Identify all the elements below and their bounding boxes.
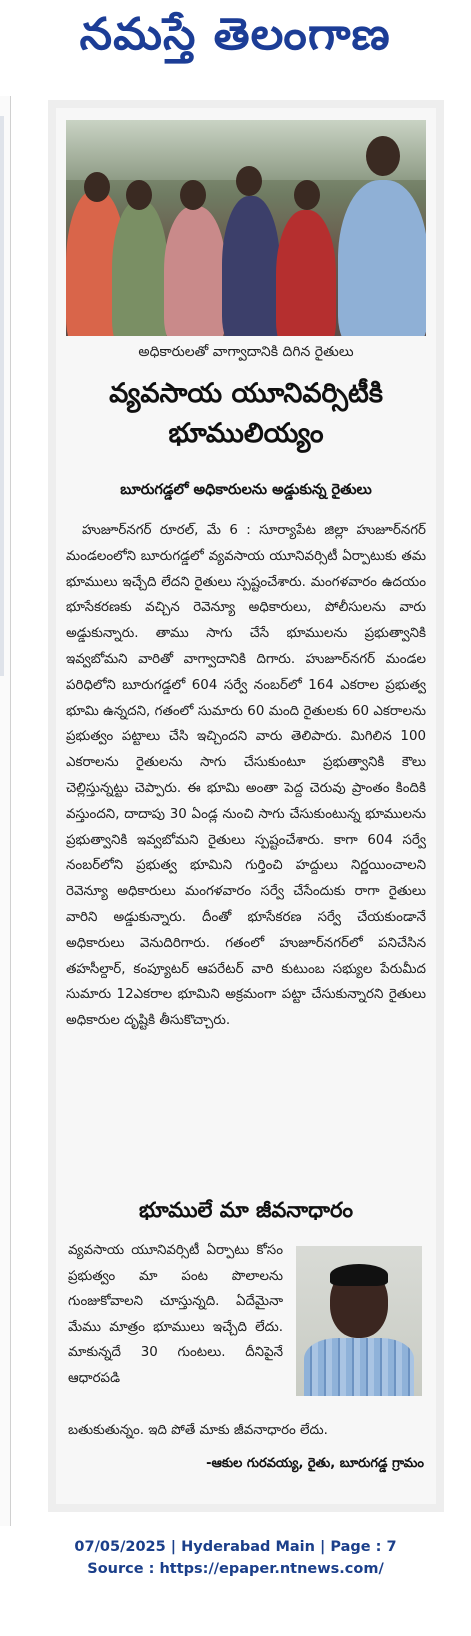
headline-line-2: భూములియ్యం <box>168 418 324 449</box>
adjacent-column-edge <box>0 96 11 1526</box>
article-body-paragraph: హుజూర్‌నగర్ రూరల్, మే 6 : సూర్యాపేట జిల్లా హుజూర్‌నగర్ మండలంలోని బూరుగడ్డలో వ్యవసాయ యూనివర్సిటీ ఏర్పాటుకు తమ భూములు ఇచ్చేది లేదని రైతులు స్పష్టంచేశారు. మంగళవారం ఉదయం భూసేకరణకు వచ్చిన రెవెన్యూ అధికారులు, పోలీసులను వారు అడ్డుకున్నారు. తాము సాగు చేసే భూములను ప్రభుత్వానికి ఇవ్వబోమని వారితో వాగ్వాదానికి దిగారు. హుజూర్‌నగర్ మండల పరిధిలోని బూరుగడ్డలో 604 సర్వే నంబర్‌లో 164 ఎకరాల ప్రభుత్వ భూమి ఉన్నదని, గతంలో సుమారు 60 మంది రైతులకు 60 ఎకరాలను ప్రభుత్వం పట్టాలు చేసి ఇచ్చిందని వారు తెలిపారు. మిగిలిన 100 ఎకరాలను రైతులను సాగు చేసుకుంటూ ప్రభుత్వానికి కౌలు చెల్లిస్తున్నట్టు చెప్పారు. ఈ భూమి అంతా పెద్ద చెరువు ప్రాంతం కిందికి వస్తుందని, దాదాపు 30 ఏండ్ల నుంచి సాగు చేసుకుంటున్న భూములను ప్రభుత్వానికి ఇవ్వబోమని రైతులు స్పష్టంచేశారు. కాగా 604 సర్వే నంబర్‌లోని ప్రభుత్వ భూమిని గుర్తించి హద్దులు నిర్ణయించాలని రెవెన్యూ అధికారులు మంగళవారం సర్వే చేసేందుకు రాగా రైతులు వారిని అడ్డుకున్నారు. దీంతో భూసేకరణ సర్వే చేయకుండానే అధికారులు వెనుదిరిగారు. గతంలో హుజూర్‌నగర్‌లో పనిచేసిన తహసీల్దార్, కంప్యూటర్ ఆపరేటర్ వారి కుటుంబ సభ్యుల పేరుమీద సుమారు 12ఎకరాల భూమిని అక్రమంగా పట్టా చేసుకున్నారని రైతులు అధికారుల దృష్టికి తీసుకొచ్చారు. <box>66 523 426 1029</box>
page-footer <box>0 1536 471 1580</box>
article-subheadline: బూరుగడ్డలో అధికారులను అడ్డుకున్న రైతులు <box>120 482 372 498</box>
masthead-title: నమస్తే తెలంగాణ <box>79 9 392 60</box>
article-headline <box>66 374 426 454</box>
article-clipping <box>48 100 444 1512</box>
farmer-quote-part-1: వ్యవసాయ యూనివర్సిటీ ఏర్పాటు కోసం ప్రభుత్వం మా పంట పొలాలను గుంజుకోవాలని చూస్తున్నది. ఏదేమైనా మేము మాత్రం భూములు ఇచ్చేది లేదు. మాకున్నదే 30 గుంటలు. దీనిపైనే ఆధారపడి <box>68 1243 283 1386</box>
quote-attribution: -ఆకుల గురవయ్య, రైతు, బూరుగడ్డ గ్రామం <box>206 1456 424 1471</box>
farmers-protest-photo <box>66 120 426 336</box>
masthead <box>0 0 471 80</box>
sidebar-box-title: భూములే మా జీవనాధారం <box>138 1198 354 1222</box>
article-body <box>66 518 426 1034</box>
photo-caption: అధికారులతో వాగ్వాదానికి దిగిన రైతులు <box>138 344 354 360</box>
headline-line-1: వ్యవసాయ యూనివర్సిటీకి <box>109 378 383 409</box>
farmer-quote-part-2: బతుకుతున్నం. ఇది పోతే మాకు జీవనాధారం లేదు. <box>68 1423 328 1438</box>
footer-source-link[interactable]: Source : https://epaper.ntnews.com/ <box>87 1561 384 1577</box>
farmer-portrait-photo <box>296 1246 422 1396</box>
footer-dateline: 07/05/2025 | Hyderabad Main | Page : 7 <box>74 1539 397 1555</box>
